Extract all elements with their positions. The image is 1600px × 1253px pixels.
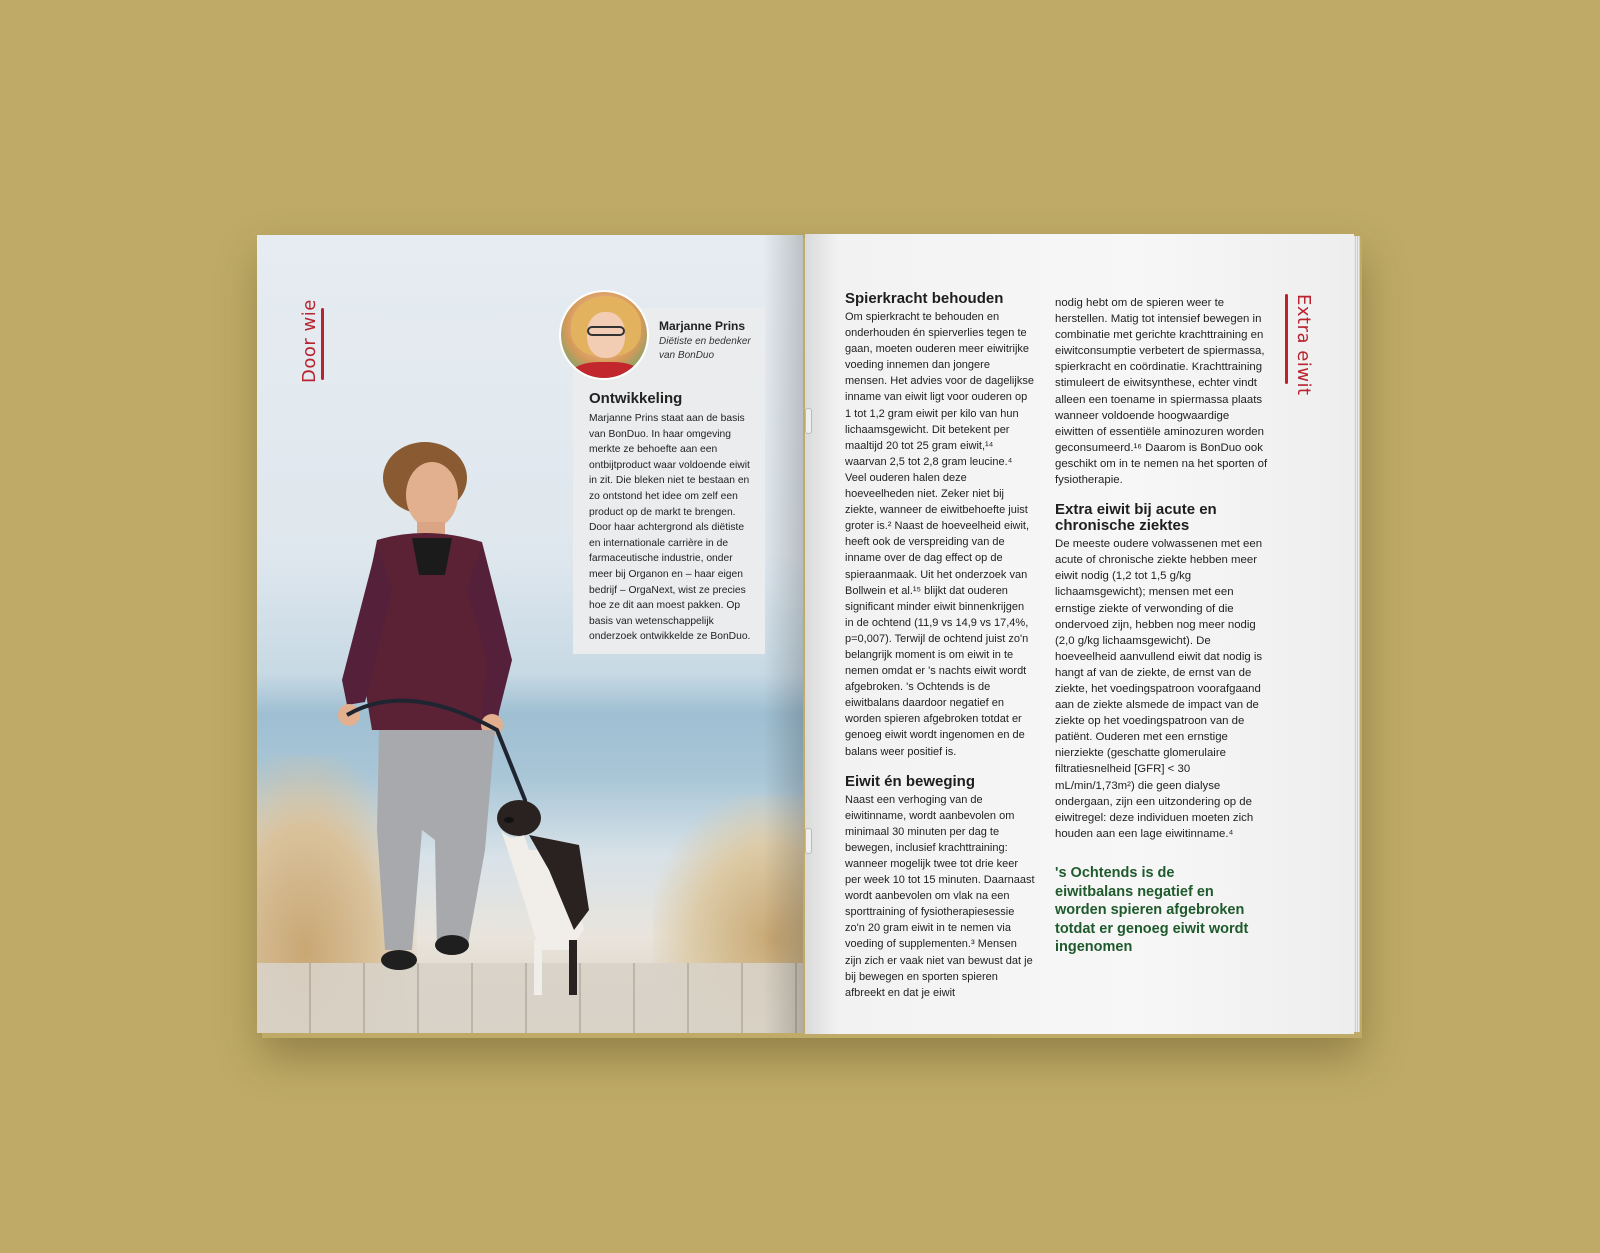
card-body: Marjanne Prins staat aan de basis van BonDuo. In haar omgeving merkte ze behoefte aan een ontbijtproduct waar voldoende eiwit in zit. Die bleken niet te bestaan en zo ontstond het idee om zelf een product op de markt te brengen. Door haar achtergrond als diëtiste en internationale carrière in de farmaceutische industrie, onder meer bij Organon en – haar eigen bedrijf – OrgaNext, wist ze precies hoe ze dit aan moest pakken. Op basis van wetenschappelijk onderzoek ontwikkelde ze BonDuo.: [589, 413, 751, 643]
card-title: Ontwikkeling: [589, 390, 683, 407]
section-label-left: Door wie: [299, 299, 320, 383]
red-accent-bar-left: [321, 308, 324, 380]
body-beweging: Naast een verhoging van de eiwitinname, wordt aanbevolen om minimaal 30 minuten per dag te bewegen, inclusief krachttraining: wanneer mogelijk twee tot drie keer per week 10 tot 15 minuten. Daarnaast wordt aanbevolen om vlak na een sporttraining of fysiotherapiesessie zo'n 20 gram eiwit in te nemen via voeding of supplementen.³ Mensen zijn zich er vaak niet van bewust dat je bij bewegen en sporten spieren afbreekt en dat je eiwit: [845, 793, 1035, 999]
red-accent-bar-right: [1285, 294, 1288, 384]
heading-spierkracht: Spierkracht behouden: [845, 290, 1004, 307]
page-edge: [1354, 236, 1360, 1032]
body-spierkracht: Om spierkracht te behouden en onderhouden én spierverlies tegen te gaan, moeten ouderen meer eiwitrijke voeding innemen dan jongere mensen. Het advies voor de dagelijkse inname van eiwit ligt voor ouderen op 1 tot 1,2 gram eiwit per kilo van hun lichaamsgewicht. Dit betekent per maaltijd 20 tot 25 gram eiwit,¹⁴ waarvan 2,5 tot 2,8 gram leucine.⁴ Veel ouderen halen deze hoeveelheden niet. Zeker niet bij ziekte, wanneer de eiwitbehoefte juist groter is.² Naast de hoeveelheid eiwit, heeft ook de verspreiding van de inname over de dag effect op de spieraanmaak. Uit het onderzoek van Bollwein et al.¹⁵ blijkt dat ouderen significant minder eiwit binnenkrijgen in de ochtend (11,9 vs 14,9 vs 17,4%, p=0,007). Terwijl de ochtend juist zo'n belangrijk moment is om eiwit in te nemen omdat er 's nachts eiwit wordt afgebroken. 's Ochtends is de eiwitbalans daardoor negatief en worden spieren afgebroken totdat er genoeg eiwit wordt ingenomen en de balans weer positief is.: [845, 311, 1034, 758]
text-column-1: [845, 291, 1035, 1001]
right-page: [805, 234, 1354, 1034]
text-column-2: [1055, 295, 1270, 957]
heading-ziektes: Extra eiwit bij acute en chronische ziektes: [1055, 501, 1217, 535]
section-label-right: Extra eiwit: [1293, 294, 1314, 396]
pull-quote: 's Ochtends is de eiwitbalans negatief en worden spieren afgebroken totdat er genoeg eiwit wordt ingenomen: [1055, 864, 1249, 956]
gutter-shade: [763, 235, 803, 1033]
staple-bottom: [805, 828, 812, 854]
author-avatar: [559, 290, 649, 380]
dog-figure: [489, 790, 599, 1005]
author-role: Diëtiste en bedenker van BonDuo: [659, 336, 751, 361]
staple-top: [805, 408, 812, 434]
author-name: Marjanne Prins: [659, 319, 746, 333]
body-herstel: nodig hebt om de spieren weer te herstellen. Matig tot intensief bewegen in combinatie met gerichte krachttraining en eiwitconsumptie verbetert de spiermassa, spierkracht en coördinatie. Krachttraining stimuleert de eiwitsynthese, echter vindt alleen een toename in spiermassa plaats wanneer voldoende hoogwaardige eiwitten of essentiële aminozuren worden geconsumeerd.¹⁶ Daarom is BonDuo ook geschikt om in te nemen na het sporten of fysiotherapie.: [1055, 297, 1268, 487]
body-ziektes: De meeste oudere volwassenen met een acute of chronische ziekte hebben meer eiwit nodig (1,2 tot 1,5 g/kg lichaamsgewicht); mensen met een ernstige ziekte of verwonding of die ondervoed zijn, hebben nog meer nodig (2,0 g/kg lichaamsgewicht). De hoeveelheid aanvullend eiwit dat nodig is hangt af van de ziekte, de ernst van de ziekte, het voedingspatroon voorafgaand aan de ziekte alsmede de impact van de ziekte op het voedingspatroon van de patiënt. Ouderen met een ernstige nierziekte (geschatte glomerulaire filtratiesnelheid [GFR] < 30 mL/min/1,73m²) die geen dialyse ondergaan, zijn een uitzondering op de eiwitregel: deze individuen moeten zich houden aan een lage eiwitinname.⁴: [1055, 538, 1263, 840]
left-page-photo: [257, 235, 803, 1033]
heading-beweging: Eiwit én beweging: [845, 772, 976, 790]
